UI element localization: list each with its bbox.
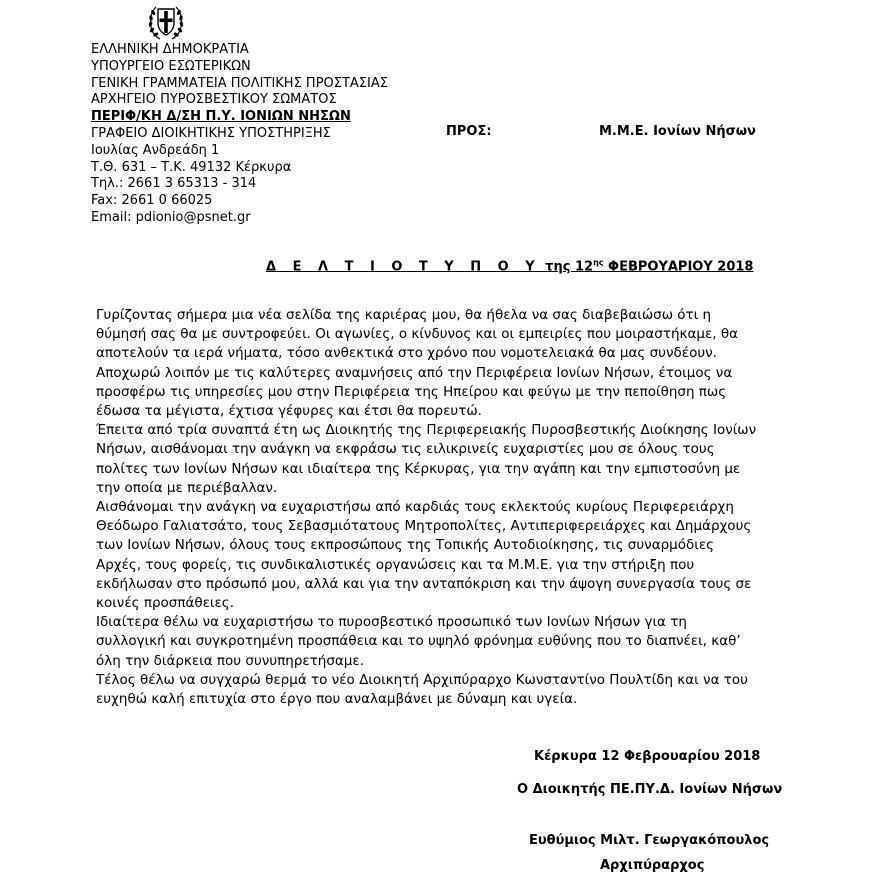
body-line: συλλογική και συγκροτημένη προσπάθεια και το υψηλό φρόνημα ευθύνης που το διαπνέει, καθ’ bbox=[96, 633, 741, 650]
body-line: Νήσων, αισθάνομαι την ανάγκη να εκφράσω τις ειλικρινείς ευχαριστίες μου σε όλους τους bbox=[96, 441, 715, 458]
body-line: Ιδιαίτερα θέλω να ευχαριστήσω το πυροσβεστικό προσωπικό των Ιονίων Νήσων για τη bbox=[96, 614, 687, 631]
header-line-fax: Fax: 2661 0 66025 bbox=[91, 193, 213, 209]
document-title bbox=[266, 258, 753, 274]
body-line: Θεόδωρο Γαλιατσάτο, τους Σεβασμιότατους Μητροπολίτες, Αντιπεριφερειάρχες και Δημάρχους bbox=[96, 518, 752, 535]
body-line: Γυρίζοντας σήμερα μια νέα σελίδα της καριέρας μου, θα ήθελα να σας διαβεβαιώσω ότι η bbox=[96, 307, 712, 323]
header-line-regional-directorate: ΠΕΡΙΦ/ΚΗ Δ/ΣΗ Π.Υ. ΙΟΝΙΩΝ ΝΗΣΩΝ bbox=[91, 109, 351, 125]
header-line-fire-service: ΑΡΧΗΓΕΙΟ ΠΥΡΟΣΒΕΣΤΙΚΟΥ ΣΩΜΑΤΟΣ bbox=[91, 92, 337, 108]
body-text bbox=[96, 306, 831, 709]
document-title-suffix: ΦΕΒΡΟΥΑΡΙΟΥ 2018 bbox=[603, 259, 754, 275]
signature-place-date: Κέρκυρα 12 Φεβρουαρίου 2018 bbox=[534, 749, 761, 764]
recipient-label: ΠΡΟΣ: bbox=[446, 124, 492, 139]
signature-name: Ευθύμιος Μιλτ. Γεωργακόπουλος bbox=[529, 833, 770, 848]
document-title-superscript: ης bbox=[593, 258, 604, 267]
body-line: πολίτες των Ιονίων Νήσων και ιδιαίτερα της Κέρκυρας, για την αγάπη και την εμπιστοσύνη με bbox=[96, 460, 741, 477]
body-line: Τέλος θέλω να συγχαρώ θερμά το νέο Διοικητή Αρχιπύραρχο Κωνσταντίνο Πουλτίδη και να του bbox=[96, 671, 748, 688]
body-line: θύμησή σας θα με συντροφεύει. Οι αγωνίες, ο κίνδυνος και οι εμπειρίες που μοιραστήκαμε, θα bbox=[96, 326, 738, 343]
greek-coat-of-arms-emblem bbox=[146, 2, 186, 42]
body-line: ευχηθώ καλή επιτυχία στο έργο που αναλαμβάνει με δύναμη και υγεία. bbox=[96, 691, 578, 708]
body-line: όλη την διάρκεια που συνυπηρετήσαμε. bbox=[96, 652, 364, 669]
body-line: Έπειτα από τρία συναπτά έτη ως Διοικητής της Περιφερειακής Πυροσβεστικής Διοίκησης Ιονίων bbox=[96, 422, 757, 439]
body-line: αποτελούν τα ιερά νήματα, τόσο ανθεκτικά στο χρόνο που νομοτελειακά θα μας συνδέουν. bbox=[96, 345, 717, 362]
document-title-spaced: Δ Ε Λ Τ Ι Ο Τ Υ Π Ο Υ bbox=[266, 259, 541, 275]
header-line-postal: Τ.Θ. 631 – Τ.Κ. 49132 Κέρκυρα bbox=[91, 159, 292, 175]
body-line: κοινές προσπάθειες. bbox=[96, 595, 235, 612]
signature-rank: Αρχιπύραρχος bbox=[600, 858, 705, 873]
signature-position: Ο Διοικητής ΠΕ.ΠΥ.Δ. Ιονίων Νήσων bbox=[517, 782, 783, 797]
body-line: έδωσα τα μέγιστα, έχτισα γέφυρες και έτσι θα πορευτώ. bbox=[96, 403, 482, 420]
document-title-prefix: της 12 bbox=[540, 259, 594, 275]
header-line-office: ΓΡΑΦΕΙΟ ΔΙΟΙΚΗΤΙΚΗΣ ΥΠΟΣΤΗΡΙΞΗΣ bbox=[91, 126, 331, 141]
body-line: Αισθάνομαι την ανάγκη να ευχαριστήσω από καρδιάς τους εκλεκτούς κυρίους Περιφερειάρχη bbox=[96, 499, 734, 516]
recipient-value: Μ.Μ.Ε. Ιονίων Νήσων bbox=[599, 124, 756, 139]
header-line-ministry: ΥΠΟΥΡΓΕΙΟ ΕΣΩΤΕΡΙΚΩΝ bbox=[91, 58, 251, 74]
header-line-phone: Τηλ.: 2661 3 65313 - 314 bbox=[91, 176, 257, 192]
header-line-secretariat: ΓΕΝΙΚΗ ΓΡΑΜΜΑΤΕΙΑ ΠΟΛΙΤΙΚΗΣ ΠΡΟΣΤΑΣΙΑΣ bbox=[91, 75, 388, 91]
header-line-country: ΕΛΛΗΝΙΚΗ ΔΗΜΟΚΡΑΤΙΑ bbox=[91, 42, 249, 57]
header-line-street: Ιουλίας Ανδρεάδη 1 bbox=[91, 142, 220, 158]
body-line: προσφέρω τις υπηρεσίες μου στην Περιφέρεια της Ηπείρου και φεύγω με την πεποίθηση πως bbox=[96, 383, 727, 400]
header-line-email: Email: pdionio@psnet.gr bbox=[91, 210, 251, 225]
body-line: Αρχές, τους φορείς, τις συνδικαλιστικές οργανώσεις και τα Μ.Μ.Ε. για την στήριξη που bbox=[96, 556, 695, 573]
body-line: Αποχωρώ λοιπόν με τις καλύτερες αναμνήσεις από την Περιφέρεια Ιονίων Νήσων, έτοιμος να bbox=[96, 364, 733, 381]
body-line: των Ιονίων Νήσων, όλους τους εκπροσώπους της Τοπικής Αυτοδιοίκησης, τις συναρμόδιες bbox=[96, 537, 715, 554]
body-line: εκδήλωσαν στο πρόσωπό μου, αλλά και για την ανταπόκριση και την άψογη συνεργασία τους σε bbox=[96, 575, 752, 592]
body-line: την οποία με περιέβαλλαν. bbox=[96, 479, 278, 496]
